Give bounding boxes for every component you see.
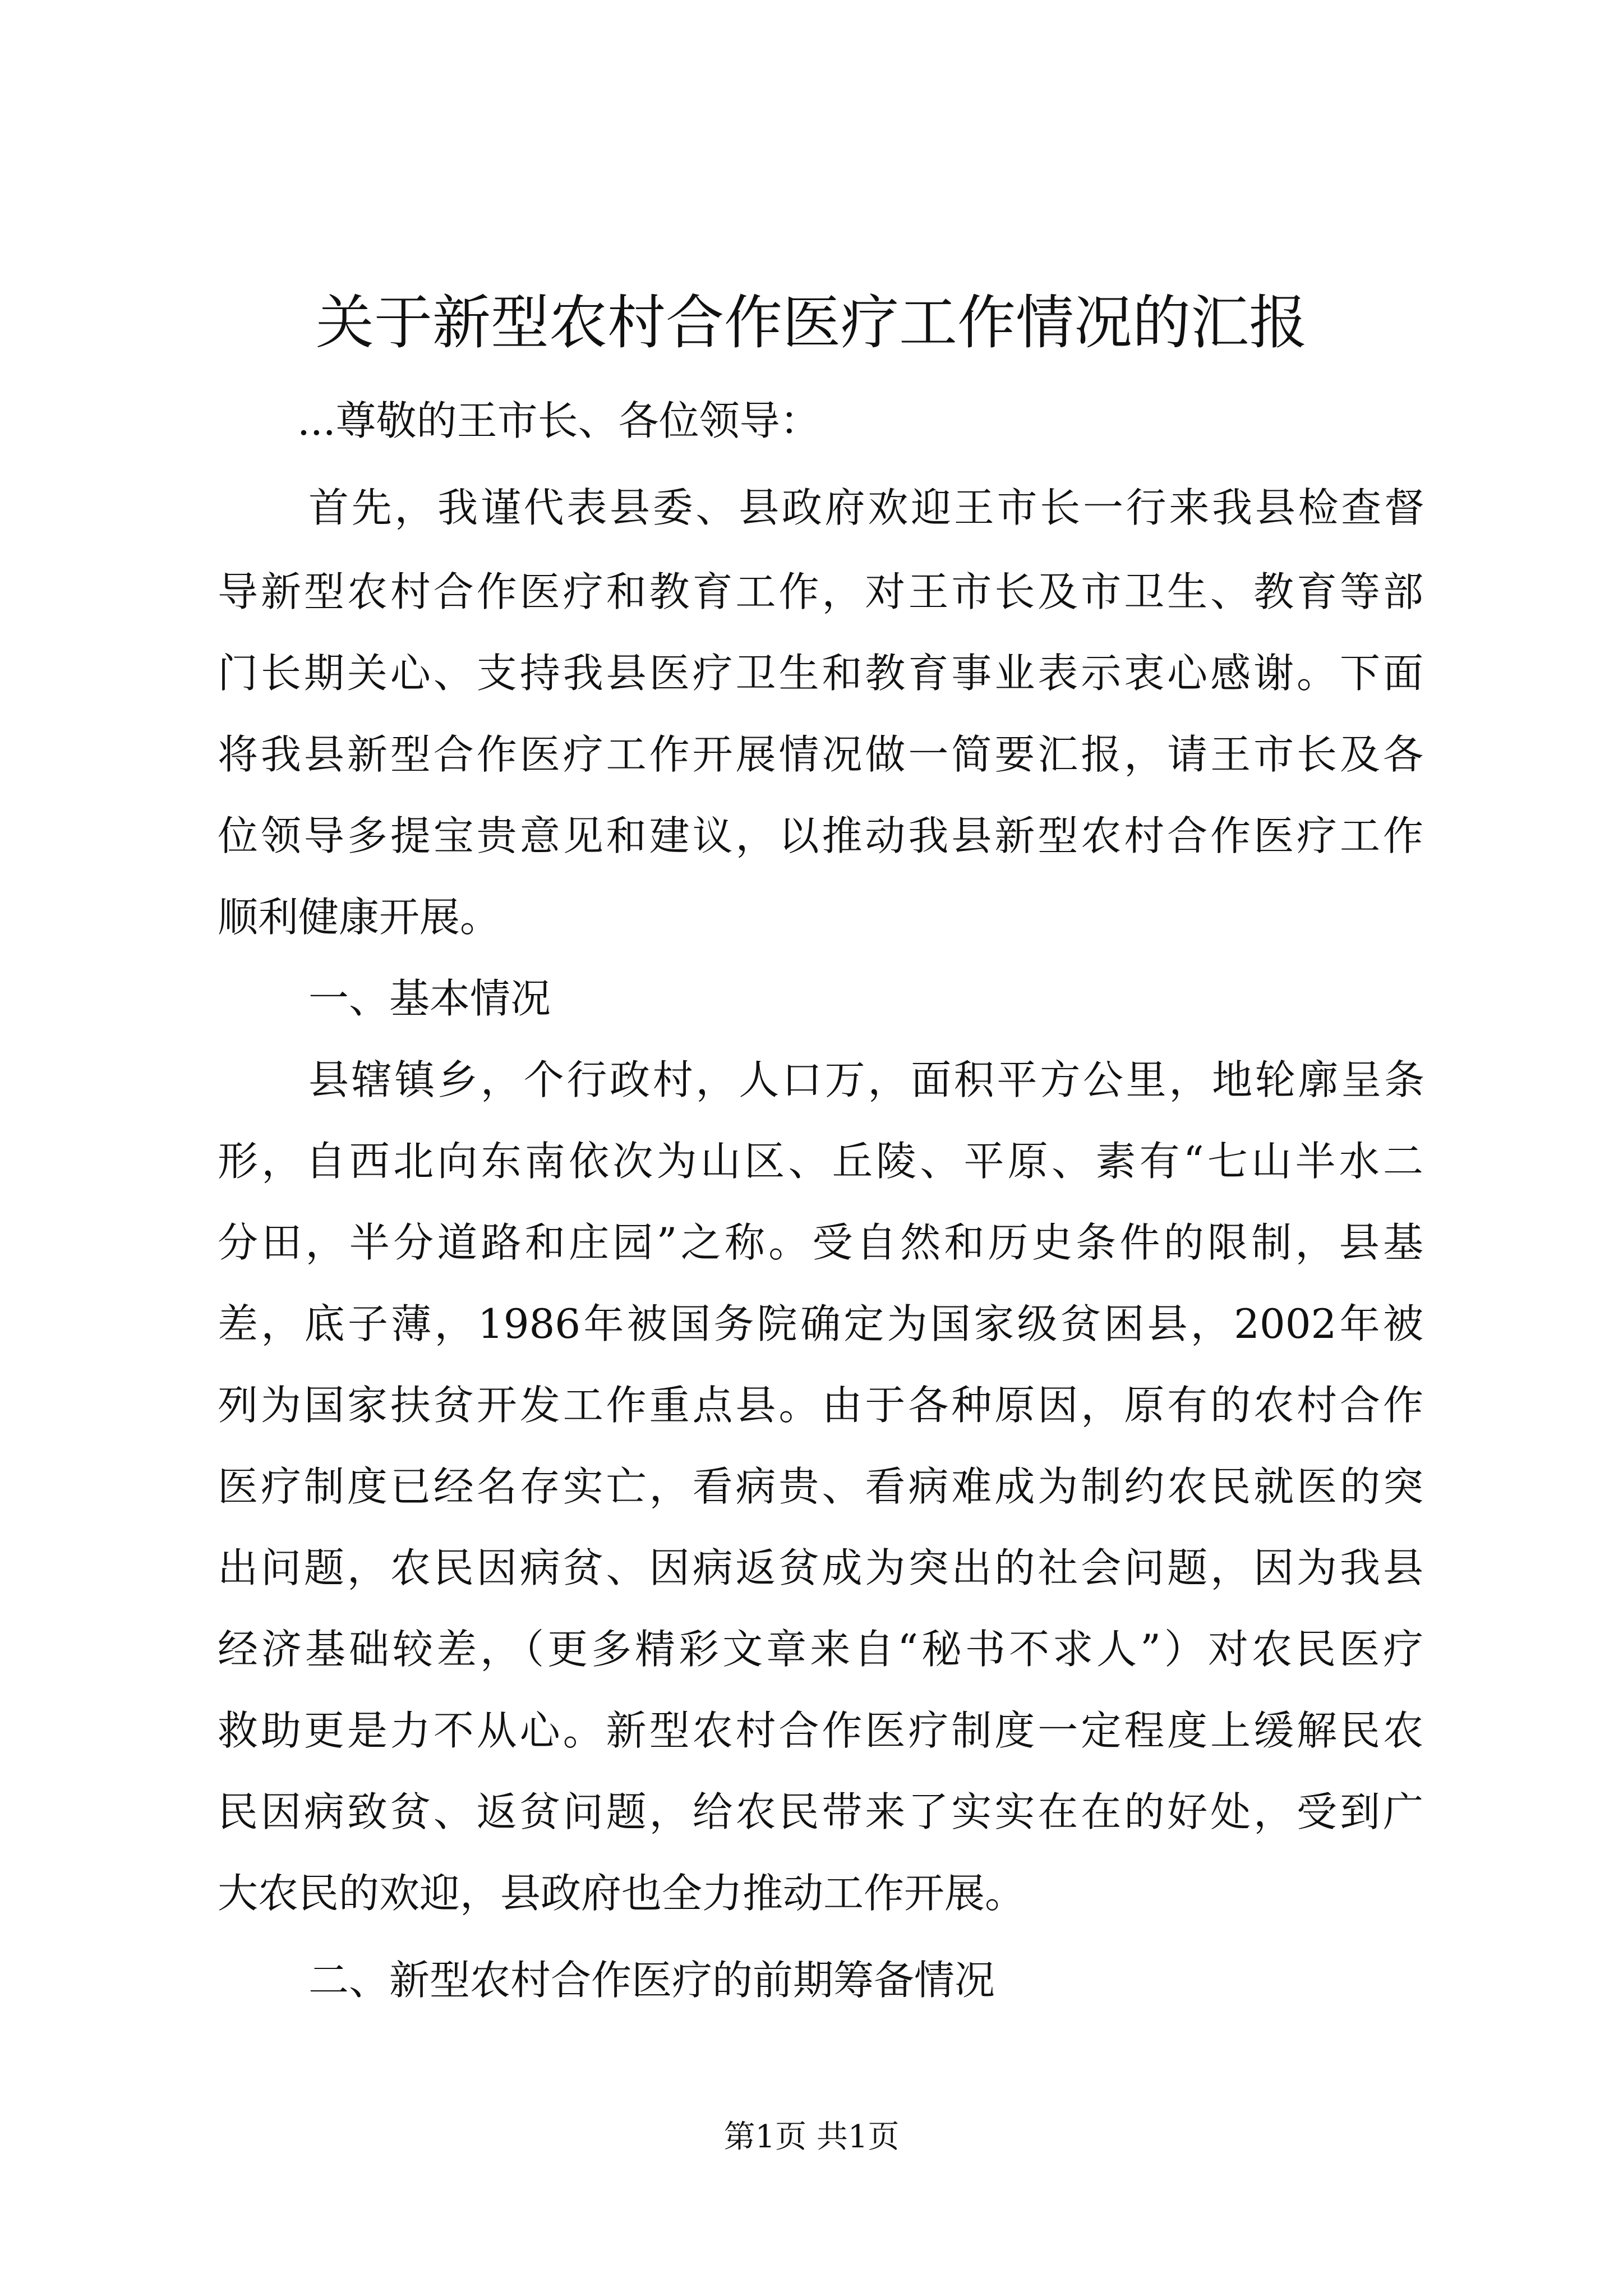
document-title: 关于新型农村合作医疗工作情况的汇报 [315, 288, 1307, 357]
paragraph-line: 分田，半分道路和庄园”之称。受自然和历史条件的限制，县基 [218, 1219, 1423, 1266]
paragraph-line: 列为国家扶贫开发工作重点县。由于各种原因，原有的农村合作 [218, 1382, 1423, 1429]
paragraph-line: 形，自西北向东南依次为山区、丘陵、平原、素有“七山半水二 [218, 1138, 1423, 1185]
paragraph-line: 大农民的欢迎，县政府也全力推动工作开展。 [218, 1870, 1026, 1917]
paragraph-line: 县辖镇乡，个行政村，人口万，面积平方公里，地轮廓呈条 [308, 1056, 1424, 1103]
paragraph-line: 首先，我谨代表县委、县政府欢迎王市长一行来我县检查督 [308, 484, 1424, 531]
page-number-footer: 第1页 共1页 [723, 2119, 900, 2155]
paragraph-line: 救助更是力不从心。新型农村合作医疗制度一定程度上缓解民农 [218, 1707, 1423, 1754]
paragraph-line: 门长期关心、支持我县医疗卫生和教育事业表示衷心感谢。下面 [218, 650, 1423, 697]
paragraph-line: 医疗制度已经名存实亡，看病贵、看病难成为制约农民就医的突 [218, 1463, 1423, 1510]
section-heading: 二、新型农村合作医疗的前期筹备情况 [308, 1957, 995, 2004]
paragraph-line: 导新型农村合作医疗和教育工作，对王市长及市卫生、教育等部 [218, 568, 1423, 615]
paragraph-line: 民因病致贫、返贫问题，给农民带来了实实在在的好处，受到广 [218, 1788, 1423, 1835]
paragraph-line: 将我县新型合作医疗工作开展情况做一简要汇报，请王市长及各 [218, 731, 1423, 778]
paragraph-line: 经济基础较差，（更多精彩文章来自“秘书不求人”）对农民医疗 [218, 1626, 1423, 1673]
paragraph-line: 出问题，农民因病贫、因病返贫成为突出的社会问题，因为我县 [218, 1544, 1423, 1591]
paragraph-line: 差，底子薄，1986年被国务院确定为国家级贫困县，2002年被 [218, 1300, 1423, 1347]
salutation: ...尊敬的王市长、各位领导： [297, 397, 820, 444]
paragraph-line: 位领导多提宝贵意见和建议，以推动我县新型农村合作医疗工作 [218, 812, 1423, 859]
paragraph-line: 顺利健康开展。 [218, 894, 501, 941]
section-heading: 一、基本情况 [308, 975, 551, 1022]
